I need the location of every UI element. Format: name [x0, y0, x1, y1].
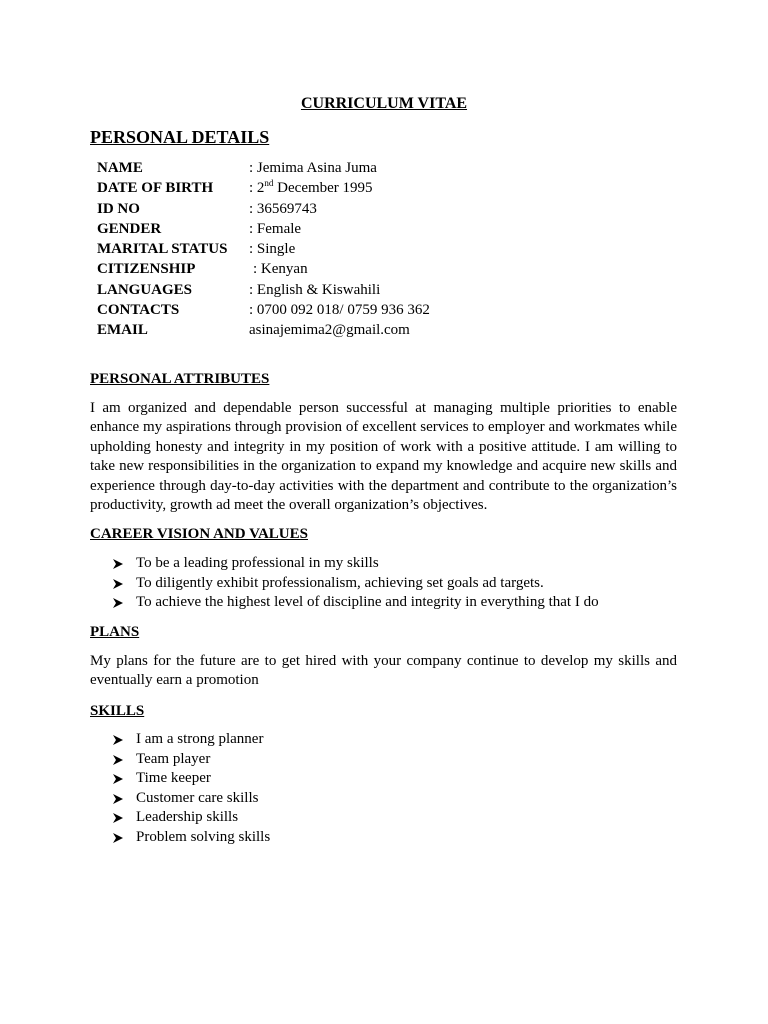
document-title: CURRICULUM VITAE	[300, 95, 468, 112]
list-item-text: To diligently exhibit professionalism, achieving set goals ad targets.	[136, 574, 544, 591]
plans-heading: PLANS	[90, 624, 140, 640]
list-item	[113, 769, 270, 789]
detail-label: NAME	[97, 160, 143, 176]
detail-row-marital-status	[97, 239, 657, 259]
list-item	[113, 730, 270, 750]
list-item-text: To be a leading professional in my skills	[136, 555, 379, 571]
arrowhead-bullet-icon	[113, 813, 123, 823]
detail-value: : 0700 092 018/ 0759 936 362	[249, 302, 430, 319]
detail-value: : Single	[249, 241, 296, 258]
detail-row-contacts	[97, 300, 657, 320]
detail-value: : Jemima Asina Juma	[249, 160, 377, 176]
detail-row-id-no	[97, 199, 657, 219]
detail-value: : English & Kiswahili	[249, 281, 381, 298]
list-item	[113, 574, 599, 594]
detail-value: : 36569743	[249, 200, 317, 217]
arrowhead-bullet-icon	[113, 774, 123, 784]
detail-label: DATE OF BIRTH	[97, 180, 214, 197]
arrowhead-bullet-icon	[113, 794, 123, 804]
arrowhead-bullet-icon	[113, 833, 123, 843]
detail-row-citizenship	[97, 259, 657, 279]
detail-row-email	[97, 320, 657, 340]
list-item-text: Time keeper	[136, 770, 211, 786]
list-item	[113, 789, 270, 809]
list-item	[113, 554, 599, 574]
detail-label: MARITAL STATUS	[97, 241, 228, 258]
dob-day: : 2	[249, 180, 265, 197]
arrowhead-bullet-icon	[113, 579, 123, 589]
detail-row-gender	[97, 219, 657, 239]
dob-month-year: December 1995	[273, 180, 373, 197]
list-item	[113, 828, 270, 848]
career-vision-heading: CAREER VISION AND VALUES	[90, 526, 308, 542]
career-vision-list	[113, 554, 599, 613]
list-item-text: Team player	[136, 750, 211, 767]
detail-label: EMAIL	[97, 322, 148, 339]
list-item-text: Problem solving skills	[136, 828, 271, 845]
detail-label: GENDER	[97, 220, 162, 237]
detail-row-name	[97, 158, 657, 178]
detail-value: : Female	[249, 220, 302, 237]
list-item-text: I am a strong planner	[136, 731, 264, 747]
list-item-text: To achieve the highest level of discipline and integrity in everything that I do	[136, 594, 599, 610]
personal-details-table	[97, 158, 657, 341]
dob-ordinal-suffix: nd	[264, 178, 274, 189]
detail-value	[249, 178, 373, 198]
detail-value: : Kenyan	[253, 261, 308, 278]
detail-label: CONTACTS	[97, 302, 180, 319]
detail-label: ID NO	[97, 200, 140, 217]
detail-label: CITIZENSHIP	[97, 261, 196, 278]
list-item-text: Leadership skills	[136, 809, 239, 825]
list-item	[113, 593, 599, 613]
arrowhead-bullet-icon	[113, 559, 123, 569]
list-item-text: Customer care skills	[136, 789, 259, 806]
skills-heading: SKILLS	[90, 703, 145, 719]
detail-row-date-of-birth	[97, 178, 657, 198]
personal-details-heading: PERSONAL DETAILS	[90, 127, 270, 147]
detail-row-languages	[97, 280, 657, 300]
detail-label: LANGUAGES	[97, 281, 193, 298]
arrowhead-bullet-icon	[113, 735, 123, 745]
list-item	[113, 808, 270, 828]
arrowhead-bullet-icon	[113, 598, 123, 608]
list-item	[113, 750, 270, 770]
personal-attributes-text: I am organized and dependable person successful at managing multiple priorities to enable enhance my aspirations through provision of excellent services to employer and workmates while upholding honesty and integrity in my position of work with a positive attitude. I am willing to take new responsibilities in the organization to expand my knowledge and acquire new skills and experience through day-to-day activities with the department and contribute to the organization’s productivity, growth ad meet the overall organization’s objectives.	[90, 400, 677, 514]
email-address: asinajemima2@gmail.com	[249, 322, 410, 339]
personal-attributes-heading: PERSONAL ATTRIBUTES	[90, 371, 270, 387]
skills-list	[113, 730, 270, 847]
arrowhead-bullet-icon	[113, 755, 123, 765]
plans-text: My plans for the future are to get hired with your company continue to develop my skills and eventually earn a promotion	[90, 653, 677, 689]
